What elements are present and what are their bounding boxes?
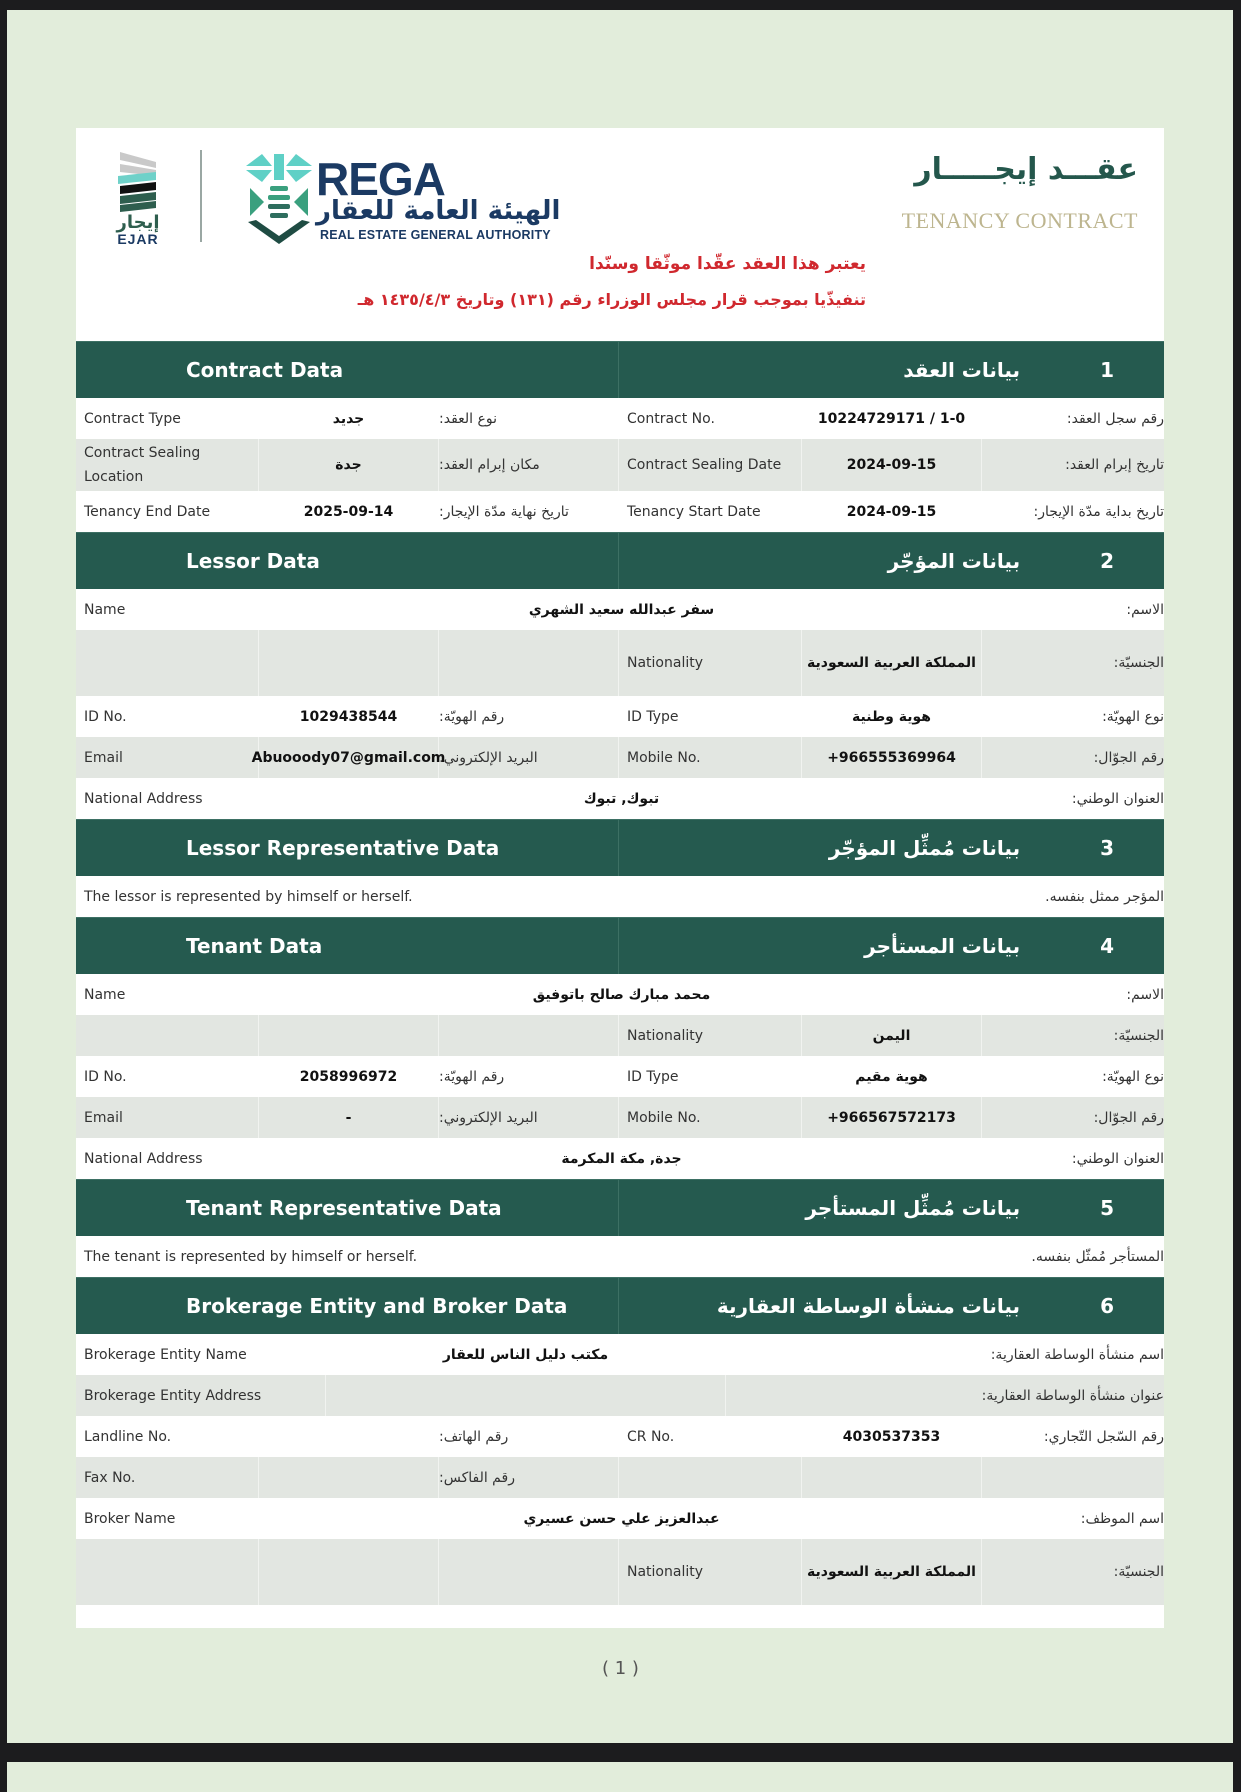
field-label-ar: الاسم: [1126, 986, 1164, 1003]
table-row [76, 778, 1164, 819]
field-value: 1029438544 [259, 696, 439, 737]
field-value: المملكة العربية السعودية [802, 1539, 982, 1605]
table-row [76, 630, 1164, 696]
field-label-ar: تاريخ بداية مدّة الإيجار: [1033, 503, 1164, 520]
field-label-en: Nationality [619, 1015, 802, 1056]
field-label-ar: رقم الهاتف: [439, 1416, 619, 1457]
field-label-ar: نوع الهويّة: [1102, 1068, 1164, 1085]
field-label-ar: مكان إبرام العقد: [439, 439, 619, 491]
field-label-en: ID No. [76, 1056, 259, 1097]
empty-cell [439, 1539, 619, 1605]
next-page-edge [7, 1762, 1233, 1792]
field-label-ar: تاريخ إبرام العقد: [1065, 457, 1164, 473]
svg-text:إيجار: إيجار [116, 212, 160, 233]
table-row [76, 1015, 1164, 1056]
section-number: 4 [1100, 934, 1114, 958]
field-label-en: Nationality [619, 1539, 802, 1605]
empty-cell [76, 1539, 259, 1605]
field-label-en: Name [76, 974, 259, 1015]
field-value: +966567572173 [802, 1097, 982, 1138]
section-title-en: Lessor Data [76, 533, 619, 589]
field-label-ar: عنوان منشأة الوساطة العقارية: [981, 1387, 1164, 1404]
field-label-ar: الجنسيّة: [1113, 1564, 1164, 1580]
table-row [76, 1498, 1164, 1539]
table-row [76, 1457, 1164, 1498]
section-header-tenant-representative [76, 1179, 1164, 1236]
contract-table [76, 341, 1164, 1605]
section-number: 6 [1100, 1294, 1114, 1318]
field-label-en: Fax No. [76, 1457, 259, 1498]
field-label-ar: رقم الفاكس: [439, 1457, 619, 1498]
field-label-en: ID Type [619, 1056, 802, 1097]
field-label-ar: رقم سجل العقد: [1066, 410, 1164, 427]
field-label-ar: البريد الإلكتروني: [439, 737, 619, 778]
field-value: اليمن [802, 1015, 982, 1056]
rega-wordmark: REGA [316, 153, 445, 205]
field-value: المملكة العربية السعودية [802, 630, 982, 696]
field-label-ar: رقم الجوّال: [1093, 749, 1164, 766]
contract-title-english: TENANCY CONTRACT [901, 208, 1138, 233]
field-label-ar: اسم منشأة الوساطة العقارية: [990, 1346, 1164, 1363]
field-label-en: Email [76, 1097, 259, 1138]
section-title-en: Contract Data [76, 342, 619, 398]
table-row [76, 974, 1164, 1015]
field-label-ar: الجنسيّة: [1113, 1027, 1164, 1044]
field-label-ar: نوع العقد: [439, 398, 619, 439]
field-label-en: Landline No. [76, 1416, 259, 1457]
field-label-ar: العنوان الوطني: [1071, 790, 1164, 807]
representation-note-ar: المؤجر ممثل بنفسه. [1045, 888, 1164, 905]
table-row [76, 439, 1164, 491]
section-header-lessor-representative [76, 819, 1164, 876]
field-value: 2025-09-14 [259, 491, 439, 532]
section-number: 5 [1100, 1196, 1114, 1220]
field-value: 10224729171 / 1-0 [802, 398, 982, 439]
section-title-en: Tenant Representative Data [76, 1180, 619, 1236]
field-value: +966555369964 [802, 737, 982, 778]
section-number: 2 [1100, 549, 1114, 573]
empty-cell [76, 1015, 259, 1056]
table-row [76, 1334, 1164, 1375]
field-value: - [259, 1097, 439, 1138]
empty-cell [802, 1457, 982, 1498]
field-label-ar: البريد الإلكتروني: [439, 1097, 619, 1138]
field-value [259, 1416, 439, 1457]
representation-note-en: The lessor is represented by himself or herself. [76, 876, 619, 917]
legal-notice-line-2: تنفيذّيا بموجب قرار مجلس الوزراء رقم (١٣١) وتاريخ ١٤٣٥/٤/٣ هـ [357, 290, 866, 309]
field-label-ar: تاريخ نهاية مدّة الإيجار: [439, 491, 619, 532]
field-value: سفر عبدالله سعيد الشهري [259, 589, 985, 630]
empty-cell [619, 1457, 802, 1498]
table-row [76, 589, 1164, 630]
empty-cell [259, 1539, 439, 1605]
section-header-tenant [76, 917, 1164, 974]
field-label-en: Mobile No. [619, 1097, 802, 1138]
field-label-ar: رقم السّجل التّجاري: [1043, 1428, 1164, 1445]
field-label-en: Contract Type [76, 398, 259, 439]
contract-title-arabic: عقـــد إيجـــــار [914, 152, 1138, 187]
field-label-ar: رقم الجوّال: [1093, 1109, 1164, 1126]
table-row [76, 1375, 1164, 1416]
field-value: 2024-09-15 [802, 439, 982, 491]
table-row [76, 1056, 1164, 1097]
field-label-en: Tenancy Start Date [619, 491, 802, 532]
empty-cell [439, 630, 619, 696]
field-label-en: National Address [76, 1138, 259, 1179]
empty-cell [259, 1015, 439, 1056]
section-title-ar: بيانات المستأجر [864, 934, 1021, 958]
section-title-en: Tenant Data [76, 918, 619, 974]
section-title-en: Brokerage Entity and Broker Data [76, 1278, 619, 1334]
section-title-ar: بيانات المؤجّر [887, 549, 1021, 573]
field-label-en: ID No. [76, 696, 259, 737]
section-title-ar: بيانات مُمثِّل المستأجر [805, 1196, 1021, 1220]
field-label-ar: الجنسيّة: [1113, 655, 1164, 671]
logo-divider [200, 150, 202, 242]
field-label-en: Mobile No. [619, 737, 802, 778]
rega-english-name: REAL ESTATE GENERAL AUTHORITY [320, 228, 551, 242]
section-header-contract [76, 341, 1164, 398]
representation-note-en: The tenant is represented by himself or herself. [76, 1236, 619, 1277]
table-row [76, 1236, 1164, 1277]
field-label-en: National Address [76, 778, 259, 819]
table-row [76, 696, 1164, 737]
field-label-en: Nationality [619, 630, 802, 696]
field-label-en: Tenancy End Date [76, 491, 259, 532]
field-value: 4030537353 [802, 1416, 982, 1457]
section-header-lessor [76, 532, 1164, 589]
section-header-brokerage [76, 1277, 1164, 1334]
field-value: هوية وطنية [802, 696, 982, 737]
field-value [259, 1457, 439, 1498]
field-value: هوية مقيم [802, 1056, 982, 1097]
field-label-ar: نوع الهويّة: [1102, 708, 1164, 725]
field-value: جديد [259, 398, 439, 439]
page-number: ( 1 ) [602, 1658, 639, 1679]
rega-arabic-name: الهيئة العامة للعقار [316, 196, 561, 226]
field-label-en: Contract Sealing Location [76, 439, 259, 491]
ejar-stripes-icon [98, 150, 168, 245]
legal-notice-line-1: يعتبر هذا العقد عقّدا موثّقا وسنّدا [589, 254, 866, 274]
empty-cell [259, 630, 439, 696]
table-row [76, 1138, 1164, 1179]
table-row [76, 1416, 1164, 1457]
field-label-en: Broker Name [76, 1498, 259, 1539]
empty-cell [982, 1457, 1164, 1498]
field-label-ar: اسم الموظف: [1080, 1510, 1164, 1527]
empty-cell [76, 630, 259, 696]
table-row [76, 1097, 1164, 1138]
field-value [326, 1375, 726, 1416]
field-label-ar: الاسم: [1126, 601, 1164, 618]
field-label-en: Email [76, 737, 259, 778]
field-value: جدة [259, 439, 439, 491]
contract-sheet [76, 128, 1164, 1628]
section-title-en: Lessor Representative Data [76, 820, 619, 876]
field-value: Abuooody07@gmail.com [259, 737, 439, 778]
field-value: 2058996972 [259, 1056, 439, 1097]
field-label-en: CR No. [619, 1416, 802, 1457]
field-label-en: Contract Sealing Date [619, 439, 802, 491]
field-value: عبدالعزيز علي حسن عسيري [259, 1498, 985, 1539]
field-value: مكتب دليل الناس للعقار [326, 1334, 726, 1375]
field-value: جدة, مكة المكرمة [259, 1138, 985, 1179]
empty-cell [439, 1015, 619, 1056]
field-value: تبوك, تبوك [259, 778, 985, 819]
field-label-en: Brokerage Entity Name [76, 1334, 326, 1375]
field-label-en: Brokerage Entity Address [76, 1375, 326, 1416]
table-row [76, 1539, 1164, 1605]
section-number: 1 [1100, 358, 1114, 382]
field-value: محمد مبارك صالح باتوفيق [259, 974, 985, 1015]
section-title-ar: بيانات منشأة الوساطة العقارية [716, 1294, 1021, 1318]
table-row [76, 737, 1164, 778]
section-title-ar: بيانات العقد [903, 358, 1021, 382]
representation-note-ar: المستأجر مُمثّل بنفسه. [1031, 1248, 1164, 1265]
field-value: 2024-09-15 [802, 491, 982, 532]
field-label-en: Contract No. [619, 398, 802, 439]
ejar-logo [98, 150, 168, 245]
section-title-ar: بيانات مُمثِّل المؤجّر [828, 836, 1021, 860]
rega-palm-icon [244, 150, 314, 245]
field-label-ar: رقم الهويّة: [439, 696, 619, 737]
table-row [76, 876, 1164, 917]
section-number: 3 [1100, 836, 1114, 860]
svg-text:EJAR: EJAR [117, 231, 159, 245]
field-label-ar: العنوان الوطني: [1071, 1150, 1164, 1167]
table-row [76, 491, 1164, 532]
field-label-en: Name [76, 589, 259, 630]
field-label-en: ID Type [619, 696, 802, 737]
field-label-ar: رقم الهويّة: [439, 1056, 619, 1097]
table-row [76, 398, 1164, 439]
